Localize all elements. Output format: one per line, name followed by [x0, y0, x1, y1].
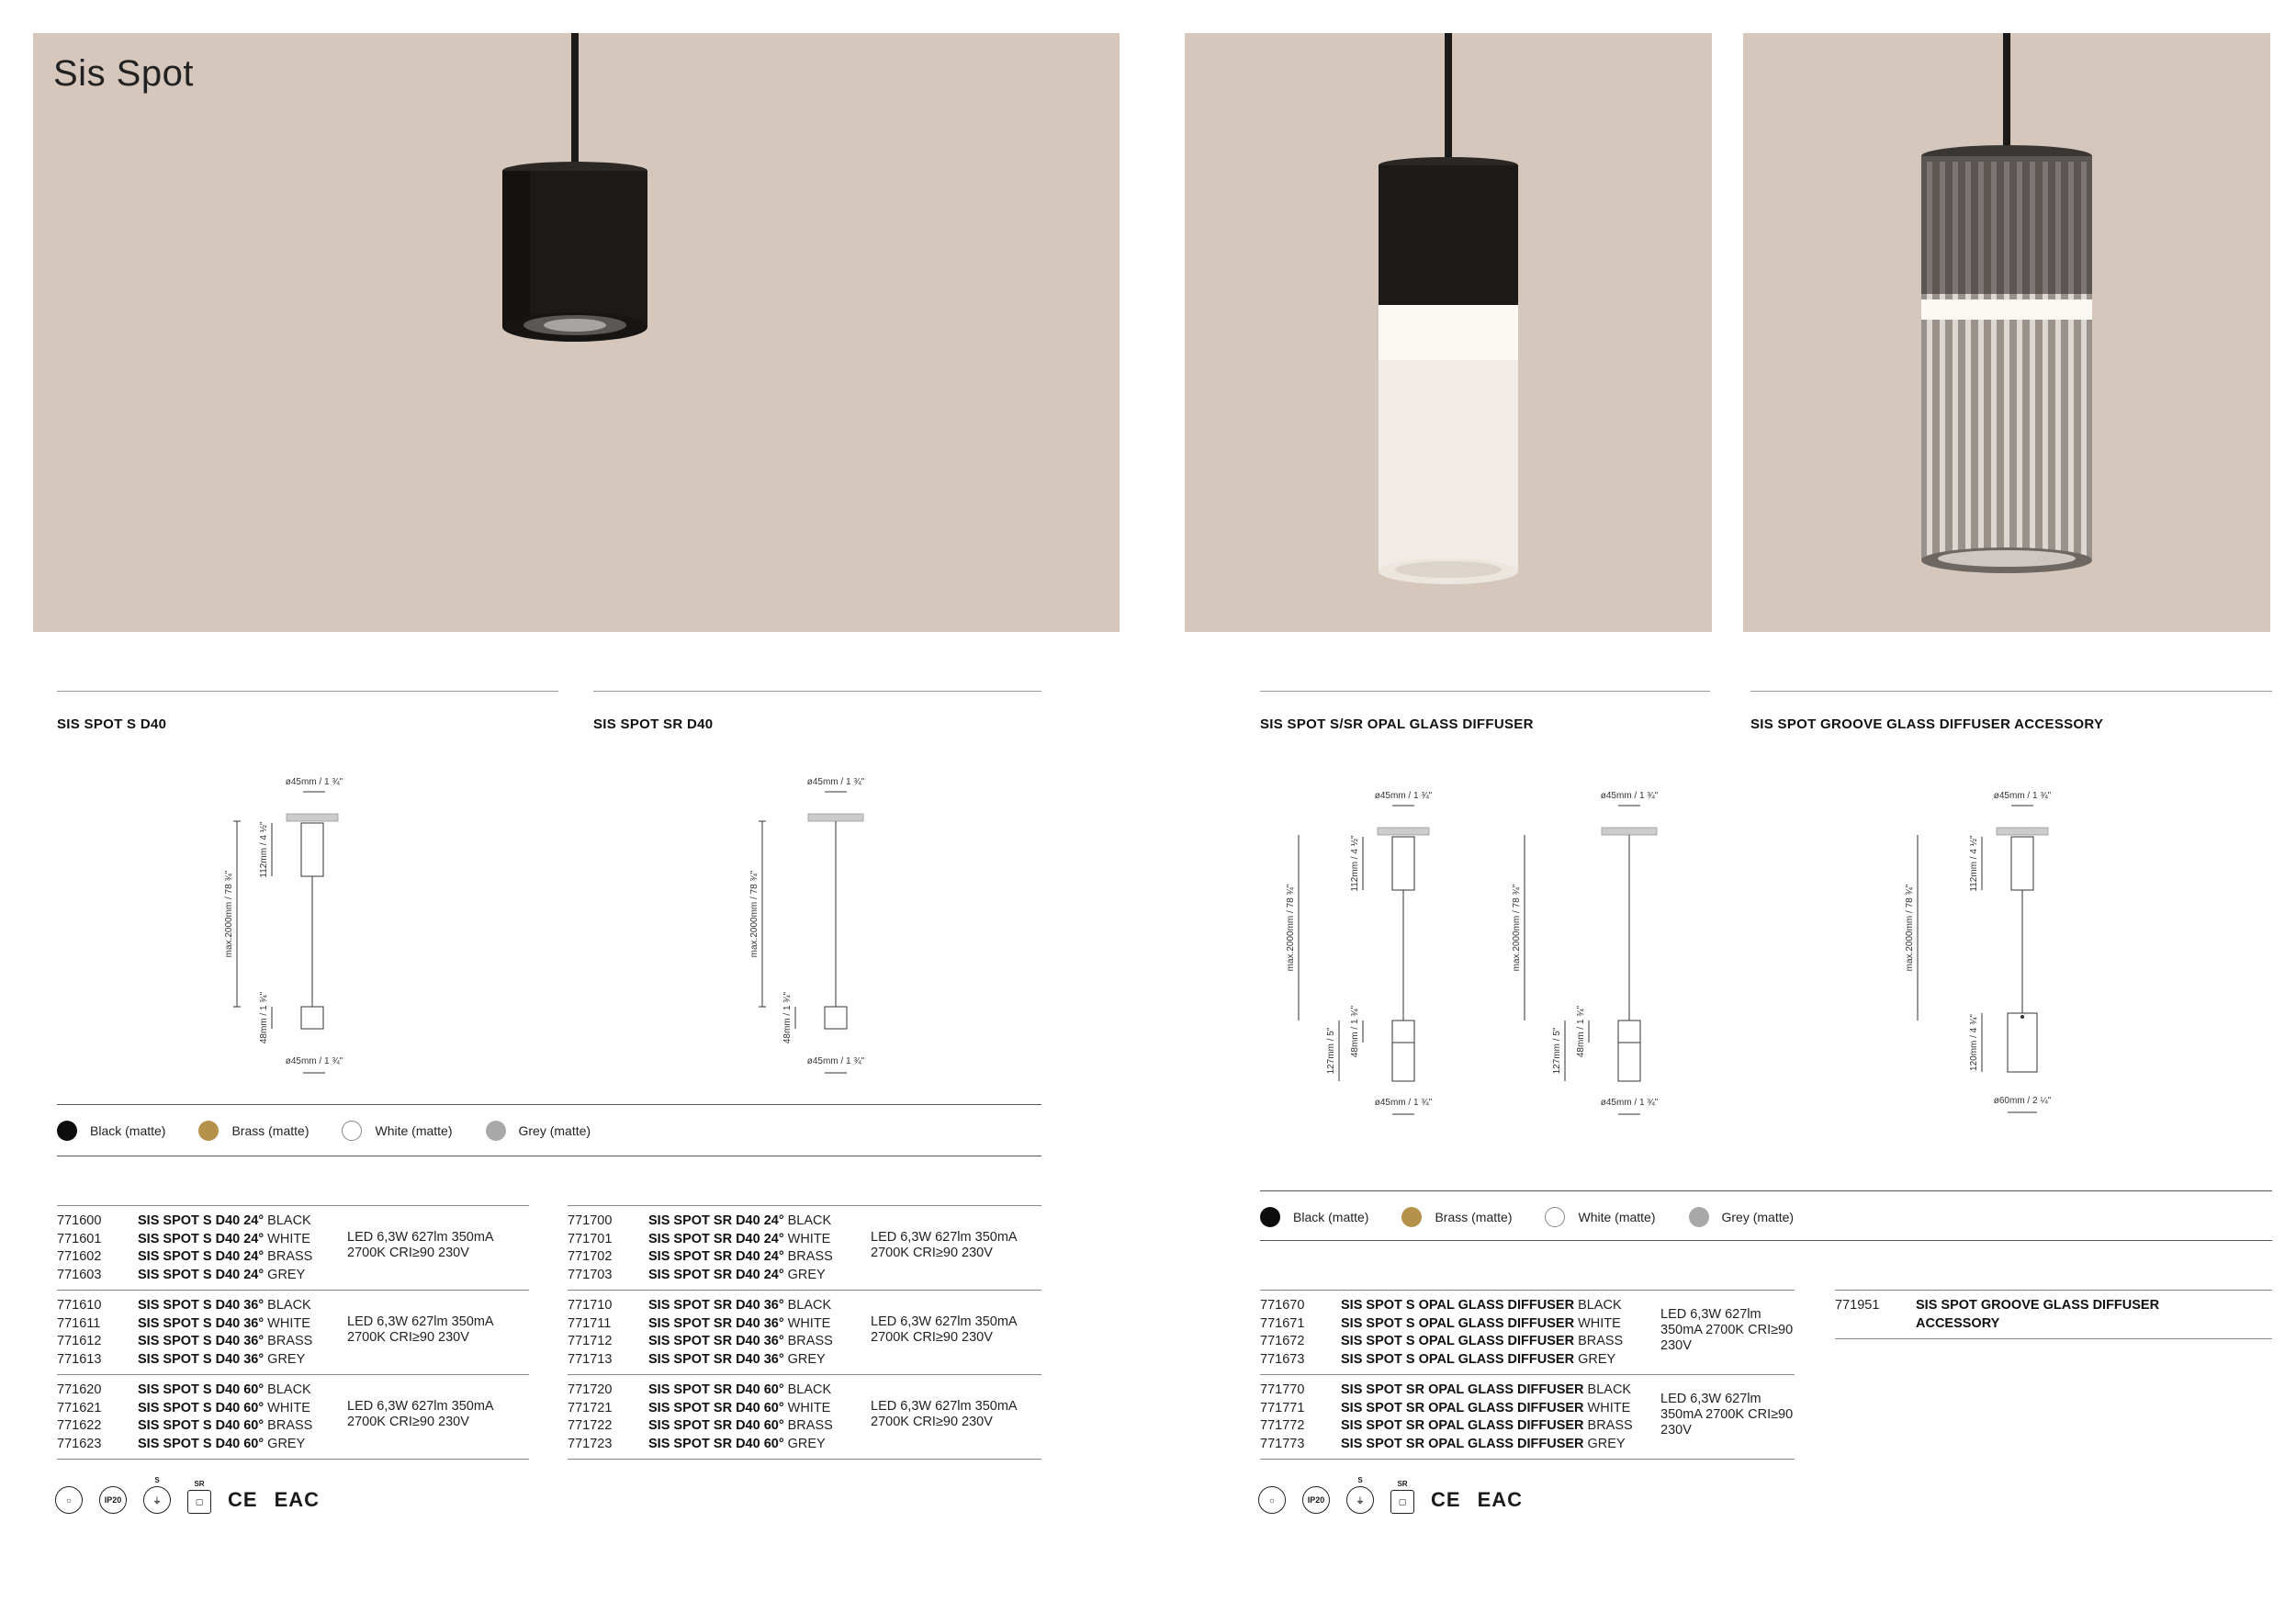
cert-icons-right: [1258, 1475, 1539, 1514]
ip20-icon: IP20: [99, 1475, 127, 1514]
finish-swatches-left: [57, 1121, 624, 1141]
table-row[interactable]: 771722 SIS SPOT SR D40 60° BRASS: [568, 1418, 833, 1433]
drawing-s-d40: [211, 772, 395, 1084]
divider: [1260, 1240, 2272, 1241]
photo-sis-spot-s: [33, 33, 1120, 632]
dim-height-body: 112mm / 4 ½": [1969, 835, 1979, 892]
product-group: [57, 1374, 529, 1460]
product-table-groove: [1835, 1290, 2272, 1339]
finish-white[interactable]: White (matte): [342, 1121, 452, 1141]
table-row[interactable]: 771611 SIS SPOT S D40 36° WHITE: [57, 1315, 310, 1331]
divider: [57, 691, 558, 692]
dim-height-head: 48mm / 1 ¾": [1576, 1005, 1586, 1058]
table-row[interactable]: 771721 SIS SPOT SR D40 60° WHITE: [568, 1400, 831, 1415]
section-title-sr-d40: SIS SPOT SR D40: [593, 716, 714, 732]
table-row[interactable]: 771772 SIS SPOT SR OPAL GLASS DIFFUSER BRASS: [1260, 1418, 1633, 1433]
earth-class-icon: S ⏚: [143, 1475, 171, 1514]
table-row[interactable]: 771620 SIS SPOT S D40 60° BLACK: [57, 1382, 311, 1397]
table-row[interactable]: 771723 SIS SPOT SR D40 60° GREY: [568, 1436, 826, 1451]
table-row[interactable]: 771612 SIS SPOT S D40 36° BRASS: [57, 1334, 313, 1348]
product-group: [1260, 1374, 1795, 1460]
swatch-dot-black: [1260, 1207, 1280, 1227]
table-row[interactable]: 771672 SIS SPOT S OPAL GLASS DIFFUSER BRASS: [1260, 1334, 1624, 1348]
dim-max-length: max.2000mm / 78 ¾": [749, 870, 760, 958]
dim-diameter-bottom: ø45mm / 1 ¾": [1600, 1098, 1659, 1108]
divider: [593, 691, 1041, 692]
product-group: [57, 1290, 529, 1374]
drawing-groove: [1892, 785, 2076, 1125]
class-ii-icon: SR ▢: [1390, 1479, 1414, 1514]
table-row[interactable]: 771712 SIS SPOT SR D40 36° BRASS: [568, 1334, 833, 1348]
product-group: [1260, 1290, 1795, 1374]
finish-swatches-right: [1260, 1207, 1827, 1227]
dim-diameter-top: ø45mm / 1 ¾": [1993, 791, 2052, 801]
earth-class-icon: S ⏚: [1346, 1475, 1374, 1514]
table-row[interactable]: 771702 SIS SPOT SR D40 24° BRASS: [568, 1249, 833, 1264]
table-row[interactable]: 771670 SIS SPOT S OPAL GLASS DIFFUSER BLACK: [1260, 1298, 1622, 1313]
swatch-dot-black: [57, 1121, 77, 1141]
dim-diameter-top: ø45mm / 1 ¾": [285, 777, 343, 787]
pendant-groove-glass-illustration: [1743, 33, 2270, 632]
section-title-s-d40: SIS SPOT S D40: [57, 716, 167, 732]
drawing-opal-sr: [1503, 785, 1686, 1125]
dim-diameter-bottom: ø45mm / 1 ¾": [285, 1056, 343, 1066]
product-group: [1835, 1290, 2272, 1339]
table-row[interactable]: 771700 SIS SPOT SR D40 24° BLACK: [568, 1213, 832, 1228]
product-table-sr-d40: [568, 1205, 1041, 1460]
product-group: [57, 1205, 529, 1290]
photo-opal-diffuser: [1185, 33, 1712, 632]
swatch-dot-brass: [198, 1121, 219, 1141]
product-spec: LED 6,3W 627lm 350mA 2700K CRI≥90 230V: [1660, 1307, 1794, 1353]
product-spec: LED 6,3W 627lm 350mA 2700K CRI≥90 230V: [871, 1314, 1017, 1345]
pendant-opal-glass-illustration: [1185, 33, 1712, 632]
table-row[interactable]: 771773 SIS SPOT SR OPAL GLASS DIFFUSER GREY: [1260, 1436, 1626, 1451]
drawing-sr-d40: [735, 772, 918, 1084]
dim-diameter-top: ø45mm / 1 ¾": [1374, 791, 1433, 801]
divider: [1260, 691, 1710, 692]
ip20-icon: IP20: [1302, 1475, 1330, 1514]
product-group: [568, 1205, 1041, 1290]
finish-grey[interactable]: Grey (matte): [486, 1121, 591, 1141]
dim-height-head: 48mm / 1 ¾": [1350, 1005, 1360, 1058]
table-row[interactable]: 771673 SIS SPOT S OPAL GLASS DIFFUSER GREY: [1260, 1351, 1616, 1367]
eac-mark-icon: EAC: [274, 1488, 321, 1511]
class-ii-icon: SR ▢: [187, 1479, 211, 1514]
swatch-dot-grey: [1689, 1207, 1709, 1227]
product-spec: LED 6,3W 627lm 350mA 2700K CRI≥90 230V: [347, 1314, 493, 1345]
product-table-s-d40: [57, 1205, 529, 1460]
swatch-dot-brass: [1401, 1207, 1422, 1227]
drawing-opal-s: [1277, 785, 1460, 1125]
dim-height-diffuser: 127mm / 5": [1326, 1027, 1336, 1075]
table-row[interactable]: 771703 SIS SPOT SR D40 24° GREY: [568, 1267, 826, 1282]
dim-diameter-top: ø45mm / 1 ¾": [1600, 791, 1659, 801]
table-row[interactable]: 771621 SIS SPOT S D40 60° WHITE: [57, 1400, 310, 1415]
table-row[interactable]: 771613 SIS SPOT S D40 36° GREY: [57, 1351, 306, 1367]
table-row[interactable]: 771951 SIS SPOT GROOVE GLASS DIFFUSER ACCESSORY: [1835, 1298, 2160, 1331]
dim-diameter-bottom: ø60mm / 2 ¼": [1993, 1096, 2052, 1106]
finish-white[interactable]: White (matte): [1545, 1207, 1655, 1227]
dim-height-body: 112mm / 4 ½": [1350, 835, 1360, 892]
table-row[interactable]: 771601 SIS SPOT S D40 24° WHITE: [57, 1231, 310, 1246]
dim-height-head: 48mm / 1 ¾": [259, 991, 269, 1044]
finish-brass[interactable]: Brass (matte): [1401, 1207, 1512, 1227]
divider: [1750, 691, 2272, 692]
product-spec: LED 6,3W 627lm 350mA 2700K CRI≥90 230V: [347, 1399, 493, 1429]
table-row[interactable]: 771701 SIS SPOT SR D40 24° WHITE: [568, 1231, 831, 1246]
table-row[interactable]: 771710 SIS SPOT SR D40 36° BLACK: [568, 1298, 832, 1313]
table-row[interactable]: 771771 SIS SPOT SR OPAL GLASS DIFFUSER WHITE: [1260, 1400, 1631, 1415]
table-row[interactable]: 771770 SIS SPOT SR OPAL GLASS DIFFUSER BLACK: [1260, 1382, 1632, 1397]
product-group: [568, 1290, 1041, 1374]
page-title: Sis Spot: [53, 53, 194, 94]
dim-max-length: max.2000mm / 78 ¾": [224, 870, 234, 958]
dim-diameter-bottom: ø45mm / 1 ¾": [806, 1056, 865, 1066]
ce-mark-icon: CE: [228, 1488, 258, 1511]
finish-brass[interactable]: Brass (matte): [198, 1121, 309, 1141]
table-row[interactable]: 771623 SIS SPOT S D40 60° GREY: [57, 1436, 306, 1451]
section-title-opal: SIS SPOT S/SR OPAL GLASS DIFFUSER: [1260, 716, 1534, 732]
swatch-dot-grey: [486, 1121, 506, 1141]
eac-mark-icon: EAC: [1477, 1488, 1524, 1511]
product-spec: LED 6,3W 627lm 350mA 2700K CRI≥90 230V: [1660, 1392, 1794, 1438]
section-title-groove: SIS SPOT GROOVE GLASS DIFFUSER ACCESSORY: [1750, 716, 2104, 732]
dim-height-head: 48mm / 1 ¾": [782, 991, 793, 1044]
table-row[interactable]: 771671 SIS SPOT S OPAL GLASS DIFFUSER WHITE: [1260, 1315, 1621, 1331]
dim-diameter-bottom: ø45mm / 1 ¾": [1374, 1098, 1433, 1108]
table-row[interactable]: 771602 SIS SPOT S D40 24° BRASS: [57, 1249, 313, 1264]
dim-max-length: max.2000mm / 78 ¾": [1286, 884, 1296, 972]
dim-max-length: max.2000mm / 78 ¾": [1905, 884, 1915, 972]
finish-black[interactable]: Black (matte): [1260, 1207, 1368, 1227]
pendant-black-spot-illustration: [33, 33, 1120, 632]
product-spec: LED 6,3W 627lm 350mA 2700K CRI≥90 230V: [871, 1399, 1017, 1429]
dim-height-diffuser: 120mm / 4 ¾": [1969, 1014, 1979, 1071]
finish-grey[interactable]: Grey (matte): [1689, 1207, 1795, 1227]
table-row[interactable]: 771610 SIS SPOT S D40 36° BLACK: [57, 1298, 311, 1313]
product-spec: LED 6,3W 627lm 350mA 2700K CRI≥90 230V: [871, 1230, 1017, 1260]
dim-height-body: 112mm / 4 ½": [259, 821, 269, 878]
table-row[interactable]: 771720 SIS SPOT SR D40 60° BLACK: [568, 1382, 832, 1397]
table-row[interactable]: 771713 SIS SPOT SR D40 36° GREY: [568, 1351, 826, 1367]
dim-diameter-top: ø45mm / 1 ¾": [806, 777, 865, 787]
table-row[interactable]: 771603 SIS SPOT S D40 24° GREY: [57, 1267, 306, 1282]
dim-max-length: max.2000mm / 78 ¾": [1512, 884, 1522, 972]
swatch-dot-white: [1545, 1207, 1565, 1227]
product-spec: LED 6,3W 627lm 350mA 2700K CRI≥90 230V: [347, 1230, 493, 1260]
finish-black[interactable]: Black (matte): [57, 1121, 165, 1141]
swatch-dot-white: [342, 1121, 362, 1141]
table-row[interactable]: 771711 SIS SPOT SR D40 36° WHITE: [568, 1315, 831, 1331]
dim-height-diffuser: 127mm / 5": [1552, 1027, 1562, 1075]
photo-groove-diffuser: [1743, 33, 2270, 632]
divider: [1260, 1190, 2272, 1191]
dimmable-icon: ☼: [1258, 1475, 1286, 1514]
cert-icons-left: [55, 1475, 336, 1514]
ce-mark-icon: CE: [1431, 1488, 1461, 1511]
dimmable-icon: ☼: [55, 1475, 83, 1514]
divider: [57, 1104, 1041, 1105]
product-group: [568, 1374, 1041, 1460]
table-row[interactable]: 771622 SIS SPOT S D40 60° BRASS: [57, 1418, 313, 1433]
table-row[interactable]: 771600 SIS SPOT S D40 24° BLACK: [57, 1213, 311, 1228]
product-table-opal: [1260, 1290, 1795, 1460]
